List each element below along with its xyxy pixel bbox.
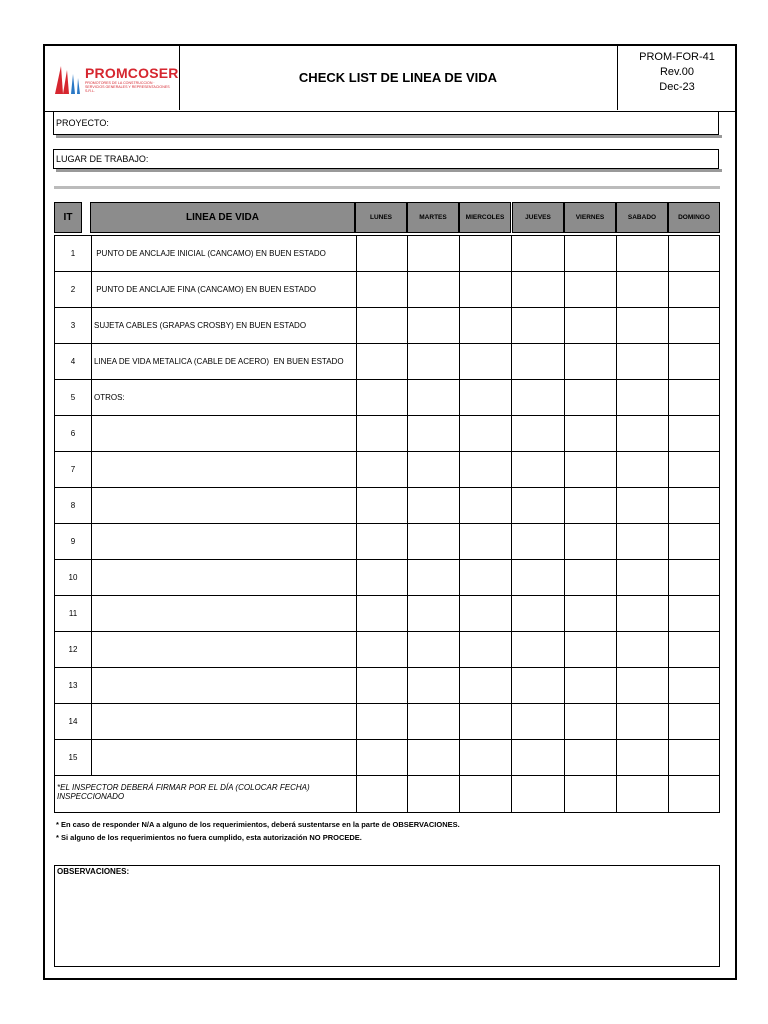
row-description[interactable] <box>92 632 357 667</box>
check-cell-domingo[interactable] <box>669 668 719 703</box>
check-cell-jueves[interactable] <box>513 272 565 307</box>
document-code-block <box>617 50 737 95</box>
table-row <box>55 416 719 452</box>
check-cell-martes[interactable] <box>408 308 460 343</box>
check-cell-domingo[interactable] <box>669 308 719 343</box>
table-row <box>55 524 719 560</box>
check-cell-sabado[interactable] <box>617 704 669 739</box>
check-cell-viernes[interactable] <box>565 488 617 523</box>
row-number: 6 <box>55 416 92 451</box>
observaciones-label: OBSERVACIONES: <box>57 867 130 876</box>
check-cell-viernes[interactable] <box>565 596 617 631</box>
check-cell-sabado[interactable] <box>617 416 669 451</box>
row-number: 3 <box>55 308 92 343</box>
check-cell-martes[interactable] <box>408 632 460 667</box>
check-cell-miercoles[interactable] <box>460 380 512 415</box>
lugar-trabajo-label: LUGAR DE TRABAJO: <box>56 154 149 164</box>
proyecto-label: PROYECTO: <box>56 118 109 128</box>
section-divider <box>54 186 720 189</box>
check-cell-martes[interactable] <box>408 488 460 523</box>
check-cell-viernes[interactable] <box>565 272 617 307</box>
check-cell-viernes[interactable] <box>565 524 617 559</box>
check-cell-martes[interactable] <box>408 524 460 559</box>
signature-cell-martes[interactable] <box>408 776 460 812</box>
row-number: 8 <box>55 488 92 523</box>
check-cell-miercoles[interactable] <box>460 344 512 379</box>
check-cell-martes[interactable] <box>408 236 460 271</box>
table-row <box>55 740 719 776</box>
check-cell-sabado[interactable] <box>617 236 669 271</box>
row-number: 15 <box>55 740 92 775</box>
check-cell-domingo[interactable] <box>669 524 719 559</box>
row-description[interactable] <box>92 596 357 631</box>
check-cell-viernes[interactable] <box>565 632 617 667</box>
field-shadow <box>56 169 722 172</box>
check-cell-viernes[interactable] <box>565 668 617 703</box>
check-cell-jueves[interactable] <box>513 488 565 523</box>
check-cell-miercoles[interactable] <box>460 452 512 487</box>
check-cell-jueves[interactable] <box>513 524 565 559</box>
column-header-sabado: SABADO <box>616 202 668 233</box>
check-cell-jueves[interactable] <box>513 452 565 487</box>
row-description[interactable] <box>92 560 357 595</box>
check-cell-domingo[interactable] <box>669 488 719 523</box>
check-cell-lunes[interactable] <box>356 704 408 739</box>
check-cell-sabado[interactable] <box>617 380 669 415</box>
column-header-it: IT <box>54 202 82 233</box>
column-header-domingo: DOMINGO <box>668 202 720 233</box>
row-number: 12 <box>55 632 92 667</box>
check-cell-jueves[interactable] <box>513 344 565 379</box>
document-date: Dec-23 <box>659 81 695 93</box>
check-cell-miercoles[interactable] <box>460 416 512 451</box>
table-row <box>55 704 719 740</box>
check-cell-miercoles[interactable] <box>460 236 512 271</box>
row-description[interactable] <box>92 704 357 739</box>
table-row <box>55 308 719 344</box>
check-cell-jueves[interactable] <box>513 560 565 595</box>
inspector-signature-row <box>55 776 719 812</box>
check-cell-viernes[interactable] <box>565 380 617 415</box>
check-cell-miercoles[interactable] <box>460 488 512 523</box>
row-number: 5 <box>55 380 92 415</box>
column-header-martes: MARTES <box>407 202 459 233</box>
inspector-note: *EL INSPECTOR DEBERÁ FIRMAR POR EL DÍA (COLOCAR FECHA) INSPECCIONADO <box>55 776 357 812</box>
row-description[interactable] <box>92 416 357 451</box>
check-cell-viernes[interactable] <box>565 740 617 775</box>
logo <box>43 44 180 110</box>
check-cell-lunes[interactable] <box>356 452 408 487</box>
check-cell-lunes[interactable] <box>356 416 408 451</box>
check-cell-viernes[interactable] <box>565 452 617 487</box>
check-cell-domingo[interactable] <box>669 740 719 775</box>
document-revision: Rev.00 <box>659 66 695 78</box>
logo-wordmark: PROMCOSER <box>85 65 179 81</box>
check-cell-miercoles[interactable] <box>460 272 512 307</box>
check-cell-martes[interactable] <box>408 740 460 775</box>
check-cell-miercoles[interactable] <box>460 308 512 343</box>
check-cell-domingo[interactable] <box>669 452 719 487</box>
check-cell-lunes[interactable] <box>356 308 408 343</box>
logo-stripes-icon <box>53 62 83 94</box>
check-cell-sabado[interactable] <box>617 308 669 343</box>
check-cell-sabado[interactable] <box>617 632 669 667</box>
check-cell-jueves[interactable] <box>513 236 565 271</box>
check-cell-sabado[interactable] <box>617 740 669 775</box>
check-cell-sabado[interactable] <box>617 668 669 703</box>
check-cell-domingo[interactable] <box>669 416 719 451</box>
check-cell-miercoles[interactable] <box>460 524 512 559</box>
check-cell-sabado[interactable] <box>617 524 669 559</box>
check-cell-sabado[interactable] <box>617 344 669 379</box>
table-row <box>55 380 719 416</box>
check-cell-viernes[interactable] <box>565 416 617 451</box>
column-header-jueves: JUEVES <box>512 202 564 233</box>
row-description[interactable]: PUNTO DE ANCLAJE FINA (CANCAMO) EN BUEN ESTADO <box>92 272 357 307</box>
signature-cell-viernes[interactable] <box>565 776 617 812</box>
table-row <box>55 272 719 308</box>
check-cell-jueves[interactable] <box>513 380 565 415</box>
proyecto-field[interactable] <box>53 111 719 135</box>
table-row <box>55 452 719 488</box>
row-number: 14 <box>55 704 92 739</box>
check-cell-martes[interactable] <box>408 596 460 631</box>
check-cell-jueves[interactable] <box>513 632 565 667</box>
observaciones-box[interactable] <box>54 865 720 967</box>
check-cell-domingo[interactable] <box>669 380 719 415</box>
row-number: 13 <box>55 668 92 703</box>
check-cell-jueves[interactable] <box>513 704 565 739</box>
check-cell-miercoles[interactable] <box>460 740 512 775</box>
signature-cell-miercoles[interactable] <box>460 776 512 812</box>
row-description[interactable] <box>92 668 357 703</box>
check-cell-martes[interactable] <box>408 380 460 415</box>
check-cell-lunes[interactable] <box>356 524 408 559</box>
row-number: 10 <box>55 560 92 595</box>
row-description[interactable]: SUJETA CABLES (GRAPAS CROSBY) EN BUEN ESTADO <box>92 308 357 343</box>
check-cell-martes[interactable] <box>408 452 460 487</box>
document-code: PROM-FOR-41 <box>639 51 715 63</box>
logo-subtext: PROMOTORES DE LA CONSTRUCCION · SERVICIOS GENERALES Y REPRESENTACIONES S.R.L. <box>85 81 170 93</box>
column-header-viernes: VIERNES <box>564 202 616 233</box>
signature-cell-jueves[interactable] <box>513 776 565 812</box>
check-cell-jueves[interactable] <box>513 416 565 451</box>
column-header-lunes: LUNES <box>355 202 407 233</box>
check-cell-viernes[interactable] <box>565 704 617 739</box>
check-cell-martes[interactable] <box>408 272 460 307</box>
check-cell-sabado[interactable] <box>617 272 669 307</box>
check-cell-lunes[interactable] <box>356 740 408 775</box>
check-cell-domingo[interactable] <box>669 596 719 631</box>
check-cell-lunes[interactable] <box>356 380 408 415</box>
check-cell-jueves[interactable] <box>513 740 565 775</box>
row-description[interactable]: PUNTO DE ANCLAJE INICIAL (CANCAMO) EN BUEN ESTADO <box>92 236 357 271</box>
table-row <box>55 488 719 524</box>
check-cell-miercoles[interactable] <box>460 704 512 739</box>
table-row <box>55 236 719 272</box>
check-cell-domingo[interactable] <box>669 272 719 307</box>
check-cell-martes[interactable] <box>408 668 460 703</box>
check-cell-lunes[interactable] <box>356 632 408 667</box>
check-cell-sabado[interactable] <box>617 560 669 595</box>
check-cell-martes[interactable] <box>408 560 460 595</box>
row-description[interactable] <box>92 740 357 775</box>
check-cell-viernes[interactable] <box>565 236 617 271</box>
note-na: * En caso de responder N/A a alguno de los requerimientos, deberá sustentarse en la parte de OBSERVACIONES. <box>56 820 460 829</box>
check-cell-martes[interactable] <box>408 344 460 379</box>
signature-cell-sabado[interactable] <box>617 776 669 812</box>
check-cell-lunes[interactable] <box>356 344 408 379</box>
table-row <box>55 632 719 668</box>
check-cell-sabado[interactable] <box>617 596 669 631</box>
column-header-miercoles: MIERCOLES <box>459 202 511 233</box>
check-cell-domingo[interactable] <box>669 344 719 379</box>
signature-cell-lunes[interactable] <box>356 776 408 812</box>
check-cell-lunes[interactable] <box>356 236 408 271</box>
check-cell-martes[interactable] <box>408 416 460 451</box>
check-cell-jueves[interactable] <box>513 668 565 703</box>
table-row <box>55 668 719 704</box>
row-number: 11 <box>55 596 92 631</box>
check-cell-miercoles[interactable] <box>460 632 512 667</box>
check-cell-lunes[interactable] <box>356 668 408 703</box>
check-cell-lunes[interactable] <box>356 488 408 523</box>
check-cell-viernes[interactable] <box>565 308 617 343</box>
table-row <box>55 344 719 380</box>
check-cell-lunes[interactable] <box>356 560 408 595</box>
row-number: 4 <box>55 344 92 379</box>
check-cell-viernes[interactable] <box>565 344 617 379</box>
row-description[interactable] <box>92 488 357 523</box>
row-description[interactable] <box>92 524 357 559</box>
document-header <box>43 44 737 112</box>
check-cell-jueves[interactable] <box>513 308 565 343</box>
row-number: 9 <box>55 524 92 559</box>
lugar-trabajo-field[interactable] <box>53 149 719 169</box>
row-number: 2 <box>55 272 92 307</box>
row-description[interactable]: LINEA DE VIDA METALICA (CABLE DE ACERO) EN BUEN ESTADO <box>92 344 357 379</box>
check-cell-miercoles[interactable] <box>460 560 512 595</box>
row-description[interactable]: OTROS: <box>92 380 357 415</box>
note-no-procede: * Si alguno de los requerimientos no fuera cumplido, esta autorización NO PROCEDE. <box>56 833 362 842</box>
row-description[interactable] <box>92 452 357 487</box>
check-cell-sabado[interactable] <box>617 452 669 487</box>
table-row <box>55 560 719 596</box>
document-title: CHECK LIST DE LINEA DE VIDA <box>179 44 618 110</box>
check-cell-miercoles[interactable] <box>460 596 512 631</box>
check-cell-sabado[interactable] <box>617 488 669 523</box>
signature-cell-domingo[interactable] <box>669 776 719 812</box>
check-cell-viernes[interactable] <box>565 560 617 595</box>
check-cell-lunes[interactable] <box>356 272 408 307</box>
check-cell-jueves[interactable] <box>513 596 565 631</box>
row-number: 7 <box>55 452 92 487</box>
column-header-linea-de-vida: LINEA DE VIDA <box>90 202 355 233</box>
check-cell-domingo[interactable] <box>669 236 719 271</box>
checklist-table <box>54 235 720 813</box>
row-number: 1 <box>55 236 92 271</box>
field-shadow <box>56 135 722 138</box>
check-cell-lunes[interactable] <box>356 596 408 631</box>
check-cell-martes[interactable] <box>408 704 460 739</box>
table-row <box>55 596 719 632</box>
check-cell-domingo[interactable] <box>669 704 719 739</box>
check-cell-domingo[interactable] <box>669 632 719 667</box>
check-cell-miercoles[interactable] <box>460 668 512 703</box>
check-cell-domingo[interactable] <box>669 560 719 595</box>
